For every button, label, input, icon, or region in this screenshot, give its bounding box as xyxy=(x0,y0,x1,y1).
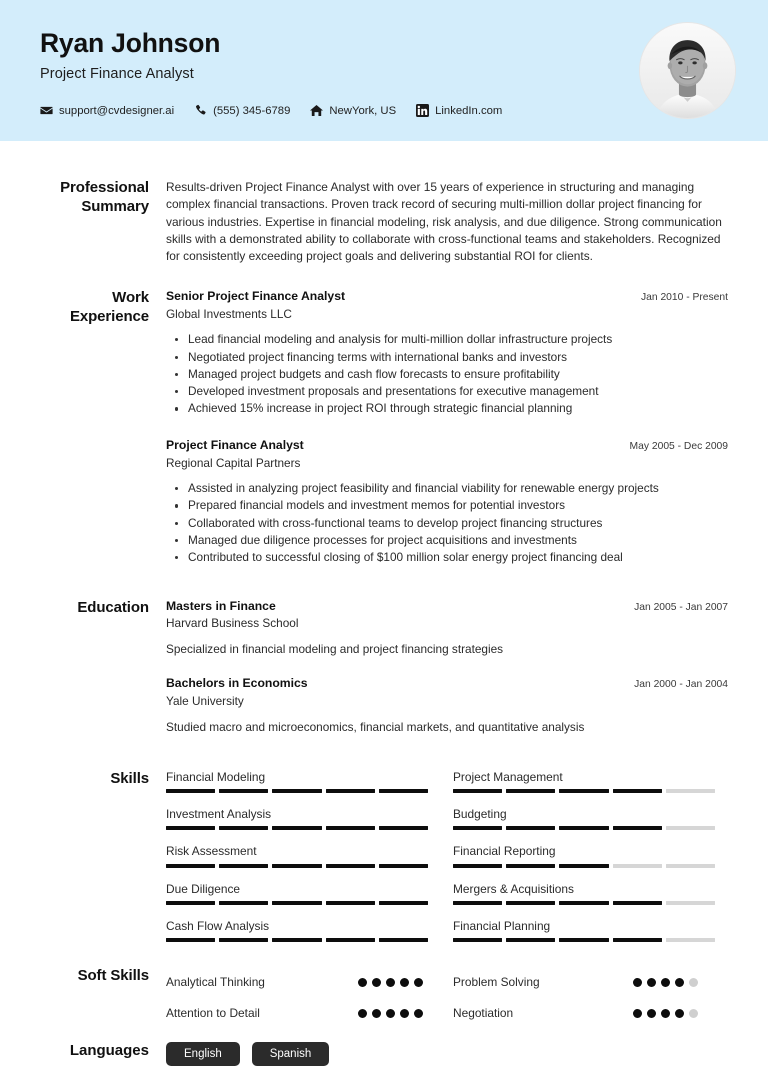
skill-segment xyxy=(666,938,715,942)
section-skills xyxy=(40,770,728,956)
skill-segment xyxy=(666,826,715,830)
list-item: Developed investment proposals and presentations for executive management xyxy=(188,383,728,400)
experience-entry xyxy=(166,289,728,417)
skill-segment xyxy=(219,826,268,830)
contact-row xyxy=(40,104,728,117)
skill-segment xyxy=(166,826,215,830)
education-description: Specialized in financial modeling and project financing strategies xyxy=(166,642,504,657)
contact-email-text: support@cvdesigner.ai xyxy=(59,104,175,117)
soft-skill-rating xyxy=(358,978,423,987)
soft-skills-grid xyxy=(166,967,728,1029)
skill-segment xyxy=(379,901,428,905)
rating-dot xyxy=(647,978,656,987)
skill-level-bar xyxy=(453,901,715,905)
rating-dot xyxy=(400,978,409,987)
skill-segment xyxy=(559,901,608,905)
rating-dot xyxy=(358,1009,367,1018)
list-item: Achieved 15% increase in project ROI through strategic financial planning xyxy=(188,400,728,417)
education-school: Yale University xyxy=(166,693,244,708)
skill-segment xyxy=(326,901,375,905)
education-degree: Masters in Finance xyxy=(166,598,276,613)
section-soft-skills xyxy=(40,967,728,1029)
section-languages xyxy=(40,1042,728,1066)
skill-level-bar xyxy=(453,864,715,868)
experience-title: Senior Project Finance Analyst xyxy=(166,289,346,304)
skill-level-bar xyxy=(166,938,428,942)
skill-segment xyxy=(379,864,428,868)
rating-dot xyxy=(675,978,684,987)
soft-skill-name: Negotiation xyxy=(453,1006,514,1021)
candidate-name: Ryan Johnson xyxy=(40,28,221,58)
experience-entry xyxy=(166,438,728,566)
education-school: Harvard Business School xyxy=(166,616,299,631)
skill-segment xyxy=(219,864,268,868)
skill-name: Financial Modeling xyxy=(166,769,266,784)
skill-segment xyxy=(326,826,375,830)
skill-segment xyxy=(272,901,321,905)
skill-segment xyxy=(272,938,321,942)
list-item: Collaborated with cross-functional teams to develop project financing structures xyxy=(188,515,728,532)
skill-name: Cash Flow Analysis xyxy=(166,918,270,933)
language-tag: English xyxy=(166,1042,240,1066)
section-label-soft-skills: Soft Skills xyxy=(77,967,149,985)
skill-name: Budgeting xyxy=(453,806,507,821)
rating-dot xyxy=(358,978,367,987)
skill-segment xyxy=(166,864,215,868)
skill-segment xyxy=(613,826,662,830)
skill-segment xyxy=(272,789,321,793)
skill-item xyxy=(453,807,728,830)
rating-dot xyxy=(400,1009,409,1018)
experience-entries xyxy=(166,289,728,566)
soft-skill-name: Analytical Thinking xyxy=(166,975,265,990)
skill-name: Investment Analysis xyxy=(166,806,272,821)
list-item: Negotiated project financing terms with international banks and investors xyxy=(188,349,728,366)
list-item: Assisted in analyzing project feasibility and financial viability for renewable energy projects xyxy=(188,480,728,497)
resume-header xyxy=(0,0,768,141)
skill-item xyxy=(166,882,428,905)
home-icon xyxy=(310,104,323,117)
skill-level-bar xyxy=(166,789,428,793)
contact-location-text: NewYork, US xyxy=(329,104,397,117)
skill-segment xyxy=(453,826,502,830)
skill-level-bar xyxy=(166,901,428,905)
section-label-education: Education xyxy=(77,598,149,616)
rating-dot xyxy=(372,1009,381,1018)
section-label-skills: Skills xyxy=(110,769,149,787)
skill-segment xyxy=(559,938,608,942)
experience-bullets xyxy=(166,480,728,566)
contact-phone[interactable] xyxy=(194,104,290,117)
section-education xyxy=(40,599,728,736)
rating-dot xyxy=(633,1009,642,1018)
envelope-icon xyxy=(40,104,53,117)
contact-location[interactable] xyxy=(310,104,396,117)
skills-grid xyxy=(166,770,728,956)
phone-icon xyxy=(194,104,207,117)
education-entry xyxy=(166,676,728,736)
skill-name: Due Diligence xyxy=(166,881,241,896)
skill-segment xyxy=(272,864,321,868)
rating-dot xyxy=(386,978,395,987)
skill-name: Risk Assessment xyxy=(166,844,257,859)
skill-segment xyxy=(559,826,608,830)
skill-item xyxy=(166,844,428,867)
experience-company: Regional Capital Partners xyxy=(166,456,301,471)
rating-dot xyxy=(414,1009,423,1018)
skill-segment xyxy=(219,938,268,942)
soft-skill-item xyxy=(453,967,728,998)
skill-level-bar xyxy=(453,789,715,793)
contact-linkedin[interactable] xyxy=(416,104,502,117)
skill-segment xyxy=(613,938,662,942)
education-date: Jan 2000 - Jan 2004 xyxy=(634,679,728,691)
section-label-languages: Languages xyxy=(69,1042,149,1060)
rating-dot xyxy=(633,978,642,987)
skill-segment xyxy=(559,789,608,793)
skill-segment xyxy=(326,864,375,868)
rating-dot xyxy=(647,1009,656,1018)
section-professional-summary xyxy=(40,179,728,265)
rating-dot xyxy=(675,1009,684,1018)
skill-segment xyxy=(506,826,555,830)
skill-segment xyxy=(379,826,428,830)
skill-item xyxy=(166,919,428,942)
skill-segment xyxy=(506,938,555,942)
experience-bullets xyxy=(166,331,728,417)
education-description: Studied macro and microeconomics, financial markets, and quantitative analysis xyxy=(166,719,585,734)
candidate-job-title: Project Finance Analyst xyxy=(40,66,194,83)
skill-item xyxy=(166,770,428,793)
linkedin-icon xyxy=(416,104,429,117)
skill-segment xyxy=(453,789,502,793)
soft-skill-rating xyxy=(633,978,698,987)
skill-segment xyxy=(613,789,662,793)
list-item: Contributed to successful closing of $100 million solar energy project financing deal xyxy=(188,549,728,566)
skill-segment xyxy=(326,789,375,793)
rating-dot xyxy=(661,1009,670,1018)
experience-company: Global Investments LLC xyxy=(166,307,292,322)
skill-segment xyxy=(559,864,608,868)
list-item: Managed due diligence processes for project acquisitions and investments xyxy=(188,532,728,549)
skill-segment xyxy=(166,789,215,793)
skill-segment xyxy=(453,901,502,905)
skill-segment xyxy=(506,789,555,793)
rating-dot xyxy=(386,1009,395,1018)
rating-dot xyxy=(689,978,698,987)
experience-title: Project Finance Analyst xyxy=(166,438,304,453)
skill-segment xyxy=(379,938,428,942)
contact-email[interactable] xyxy=(40,104,174,117)
section-label-summary: Professional Summary xyxy=(60,179,149,215)
rating-dot xyxy=(414,978,423,987)
soft-skill-name: Attention to Detail xyxy=(166,1006,260,1021)
skill-segment xyxy=(219,789,268,793)
contact-linkedin-text: LinkedIn.com xyxy=(435,104,503,117)
experience-date: May 2005 - Dec 2009 xyxy=(629,441,728,453)
skill-segment xyxy=(219,901,268,905)
language-tag: Spanish xyxy=(252,1042,330,1066)
resume-body xyxy=(0,179,768,1066)
language-tags xyxy=(166,1042,728,1066)
education-date: Jan 2005 - Jan 2007 xyxy=(634,601,728,613)
rating-dot xyxy=(661,978,670,987)
soft-skill-item xyxy=(166,998,453,1029)
skill-level-bar xyxy=(453,938,715,942)
skill-segment xyxy=(453,864,502,868)
skill-segment xyxy=(506,901,555,905)
education-entries xyxy=(166,599,728,736)
list-item: Lead financial modeling and analysis for multi-million dollar infrastructure projects xyxy=(188,331,728,348)
education-entry xyxy=(166,599,728,659)
skill-item xyxy=(166,807,428,830)
soft-skill-name: Problem Solving xyxy=(453,975,540,990)
skill-segment xyxy=(613,864,662,868)
skill-name: Mergers & Acquisitions xyxy=(453,881,574,896)
skill-segment xyxy=(272,826,321,830)
soft-skill-rating xyxy=(358,1009,423,1018)
education-degree: Bachelors in Economics xyxy=(166,676,308,691)
skill-level-bar xyxy=(166,826,428,830)
avatar xyxy=(639,22,736,119)
section-work-experience xyxy=(40,289,728,566)
skill-item xyxy=(453,770,728,793)
experience-date: Jan 2010 - Present xyxy=(640,292,728,304)
skill-segment xyxy=(453,938,502,942)
skill-name: Financial Reporting xyxy=(453,844,556,859)
skill-segment xyxy=(506,864,555,868)
rating-dot xyxy=(372,978,381,987)
skill-segment xyxy=(166,901,215,905)
section-label-work-experience: Work Experience xyxy=(69,289,149,326)
soft-skill-item xyxy=(166,967,453,998)
skill-segment xyxy=(613,901,662,905)
soft-skill-rating xyxy=(633,1009,698,1018)
rating-dot xyxy=(689,1009,698,1018)
skill-segment xyxy=(326,938,375,942)
skill-name: Financial Planning xyxy=(453,918,551,933)
summary-text: Results-driven Project Finance Analyst with over 15 years of experience in structuring and managing complex financial transactions. Proven track record of securing multi-million dollar project financing for various industries. Expertise in financial modeling, risk analysis, and due diligence. Strong communication skills with a demonstrated ability to collaborate with cross-functional teams and stakeholders. Recognized for consistently exceeding project goals and delivering substantial ROI for clients. xyxy=(166,180,722,264)
list-item: Prepared financial models and investment memos for potential investors xyxy=(188,497,728,514)
contact-phone-text: (555) 345-6789 xyxy=(213,104,291,117)
soft-skill-item xyxy=(453,998,728,1029)
skill-level-bar xyxy=(166,864,428,868)
skill-item xyxy=(453,919,728,942)
skill-segment xyxy=(666,901,715,905)
skill-segment xyxy=(379,789,428,793)
list-item: Managed project budgets and cash flow forecasts to ensure profitability xyxy=(188,366,728,383)
skill-segment xyxy=(666,864,715,868)
skill-level-bar xyxy=(453,826,715,830)
skill-item xyxy=(453,882,728,905)
skill-segment xyxy=(166,938,215,942)
skill-item xyxy=(453,844,728,867)
skill-segment xyxy=(666,789,715,793)
skill-name: Project Management xyxy=(453,769,563,784)
